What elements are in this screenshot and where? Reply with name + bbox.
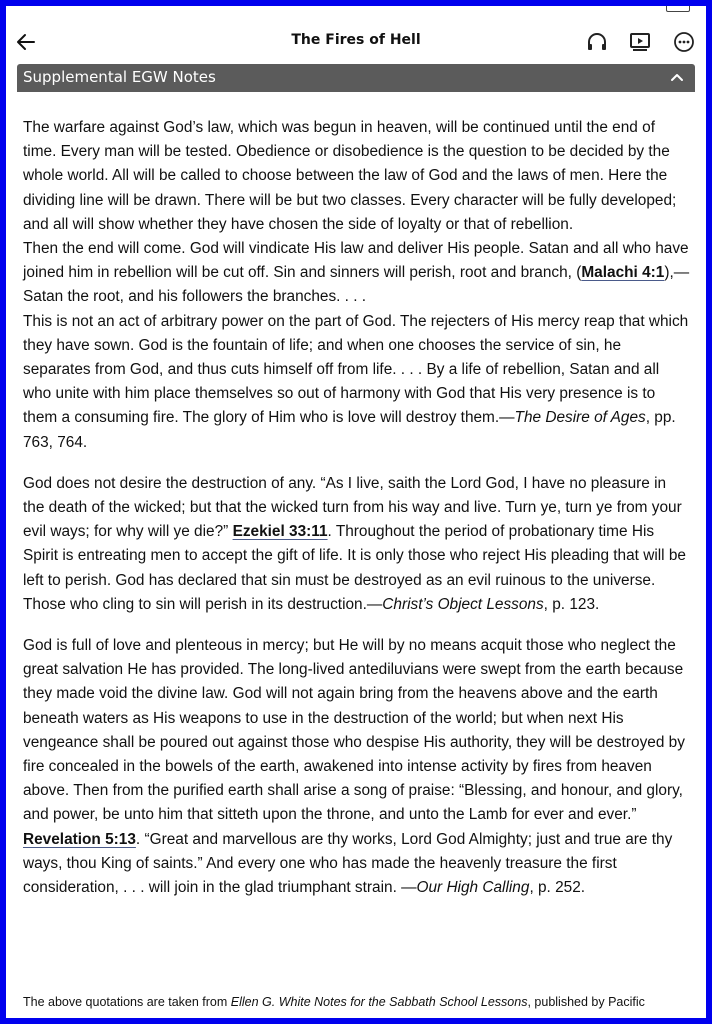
scripture-link-revelation[interactable]: Revelation 5:13 — [23, 830, 136, 848]
scripture-link-ezekiel[interactable]: Ezekiel 33:11 — [232, 523, 328, 541]
page-title: The Fires of Hell — [291, 32, 421, 48]
source-title: The Desire of Ages — [514, 409, 646, 427]
app-screen — [6, 6, 706, 1018]
top-app-bar — [6, 20, 706, 64]
notes-body — [23, 116, 691, 900]
status-bar — [6, 6, 706, 18]
paragraph-destruction: God does not desire the destruction of any. “As I live, saith the Lord God, I have no pleasure in the death of the wicked; but that the wicked turn from his way and live. Turn ye, turn ye from your evil ways; for why will ye die?” Ezekiel 33:11. Throughout the period of probationary time His Spirit is entreating men to accept the gift of life. It is only those who reject His pleading that will be left to perish. God has declared that sin must be destroyed as an evil ruinous to the universe. Those who cling to sin will perish in its destruction.—Christ’s Object Lessons, p. 123. — [23, 474, 686, 613]
footnote-source: Ellen G. White Notes for the Sabbath School Lessons — [230, 995, 528, 1009]
play-video-icon[interactable] — [628, 30, 652, 54]
scripture-link-malachi[interactable]: Malachi 4:1 — [581, 264, 665, 282]
section-header-egw-notes[interactable] — [17, 64, 695, 92]
paragraph-end-will-come: Then the end will come. God will vindicate His law and deliver His people. Satan and all who have joined him in rebellion will be cut off. Sin and sinners will perish, root and branch, (Malachi 4:1),—Satan the root, and his followers the branches. . . . — [23, 240, 690, 306]
headphones-icon[interactable] — [585, 30, 609, 54]
paragraph-love-mercy: God is full of love and plenteous in mercy; but He will by no means acquit those who neglect the great salvation He has provided. The long-lived antediluvians were swept from the earth because they made void the divine law. God will not again bring from the heavens above and the earth beneath waters as His weapons to use in the destruction of the world; but when next His vengeance shall be poured out against those who despise His authority, they will be destroyed by fire concealed in the bowels of the earth, awakened into intense activity by fires from heaven above. Then from the purified earth shall arise a song of praise: “Blessing, and honour, and glory, and power, be unto him that sitteth upon the throne, and unto the Lamb for ever and ever.” Revelation 5:13. “Great and marvellous are thy works, Lord God Almighty; just and true are thy ways, thou King of saints.” And every one who has made the heavenly treasure the first consideration, . . . will join in the glad triumphant strain. —Our High Calling, p. 252. — [23, 637, 685, 897]
paragraph-warfare: The warfare against God’s law, which was begun in heaven, will be continued until the end of time. Every man will be tested. Obedience or disobedience is the question to be decided by the whole world. All will be called to choose between the law of God and the laws of men. Here the dividing line will be drawn. There will be but two classes. Every character will be fully developed; and all will show whether they have chosen the side of loyalty or that of rebellion. — [23, 119, 677, 233]
paragraph-arbitrary-power: This is not an act of arbitrary power on the part of God. The rejecters of His mercy reap that which they have sown. God is the fountain of life; and when one chooses the service of sin, he separates from God, and thus cuts himself off from life. . . . By a life of rebellion, Satan and all who unite with him place themselves so out of harmony with God that His very presence is to them a consuming fire. The glory of Him who is love will destroy them.—The Desire of Ages, pp. 763, 764. — [23, 312, 689, 451]
source-title: Our High Calling — [416, 879, 530, 897]
source-title: Christ’s Object Lessons — [382, 595, 544, 613]
back-arrow-icon[interactable] — [14, 30, 38, 54]
section-title: Supplemental EGW Notes — [23, 68, 216, 86]
battery-icon — [666, 6, 690, 12]
chevron-up-icon[interactable] — [665, 66, 689, 90]
footnote: The above quotations are taken from Ellen G. White Notes for the Sabbath School Lessons, published by Pacific — [23, 995, 645, 1009]
more-options-icon[interactable] — [672, 30, 696, 54]
